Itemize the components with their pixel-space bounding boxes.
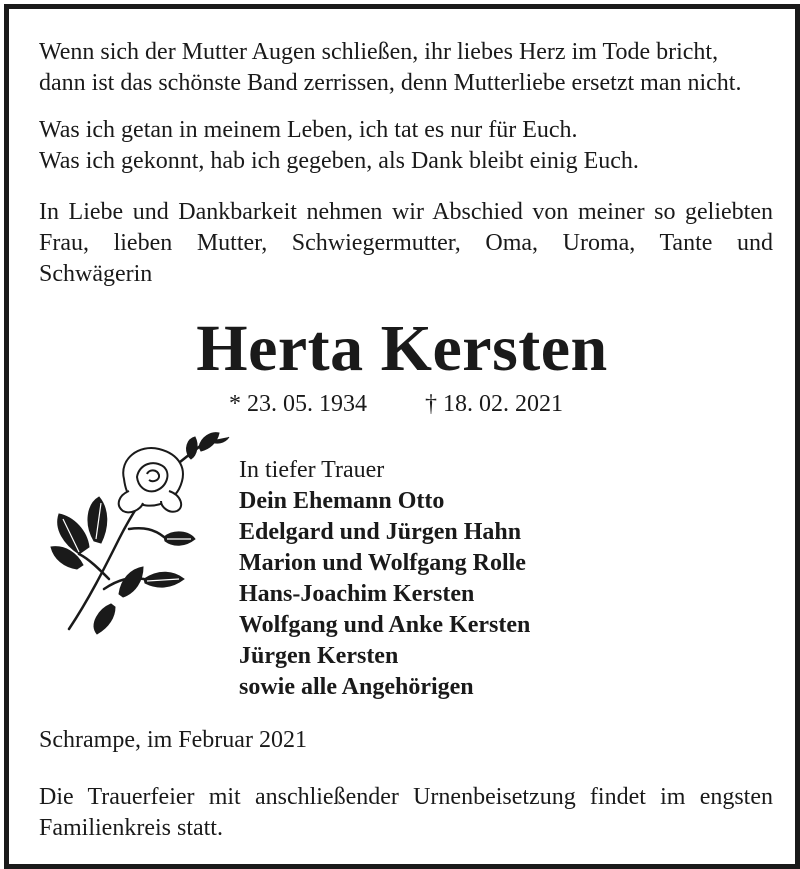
- mourning-heading: In tiefer Trauer: [239, 457, 385, 483]
- intro-line: In Liebe und Dankbarkeit nehmen wir Abschied von meiner so geliebten: [39, 199, 773, 225]
- death-date: † 18. 02. 2021: [425, 391, 563, 417]
- intro-text: [39, 197, 773, 290]
- mourner-name: Edelgard und Jürgen Hahn: [239, 519, 522, 545]
- mourner-name: Jürgen Kersten: [239, 643, 399, 669]
- obituary-frame: [4, 4, 800, 869]
- mourner-name: Hans-Joachim Kersten: [239, 581, 475, 607]
- intro-line: Schwägerin: [39, 261, 153, 287]
- poem-line: Wenn sich der Mutter Augen schließen, ihr liebes Herz im Tode bricht,: [39, 39, 719, 65]
- poem-line: Was ich getan in meinem Leben, ich tat es nur für Euch.: [39, 117, 578, 143]
- intro-line: Frau, lieben Mutter, Schwiegermutter, Oma, Uroma, Tante und: [39, 230, 773, 256]
- poem-line: dann ist das schönste Band zerrissen, denn Mutterliebe ersetzt man nicht.: [39, 70, 742, 96]
- poem-stanza-1: [39, 37, 773, 99]
- deceased-name: Herta Kersten: [196, 312, 608, 385]
- mourners-list: [239, 455, 530, 703]
- mourner-name: Wolfgang und Anke Kersten: [239, 612, 531, 638]
- mourner-name: sowie alle Angehörigen: [239, 674, 474, 700]
- birth-date: * 23. 05. 1934: [229, 391, 367, 417]
- rose-icon: [49, 429, 239, 639]
- poem-stanza-2: [39, 115, 773, 177]
- place-date: Schrampe, im Februar 2021: [39, 727, 307, 753]
- closing-line: Die Trauerfeier mit anschließender Urnenbeisetzung findet im engsten: [39, 784, 773, 810]
- poem-line: Was ich gekonnt, hab ich gegeben, als Dank bleibt einig Euch.: [39, 148, 639, 174]
- closing-text: [39, 782, 773, 844]
- mourner-name: Marion und Wolfgang Rolle: [239, 550, 526, 576]
- closing-line: Familienkreis statt.: [39, 815, 223, 841]
- mourner-name: Dein Ehemann Otto: [239, 488, 445, 514]
